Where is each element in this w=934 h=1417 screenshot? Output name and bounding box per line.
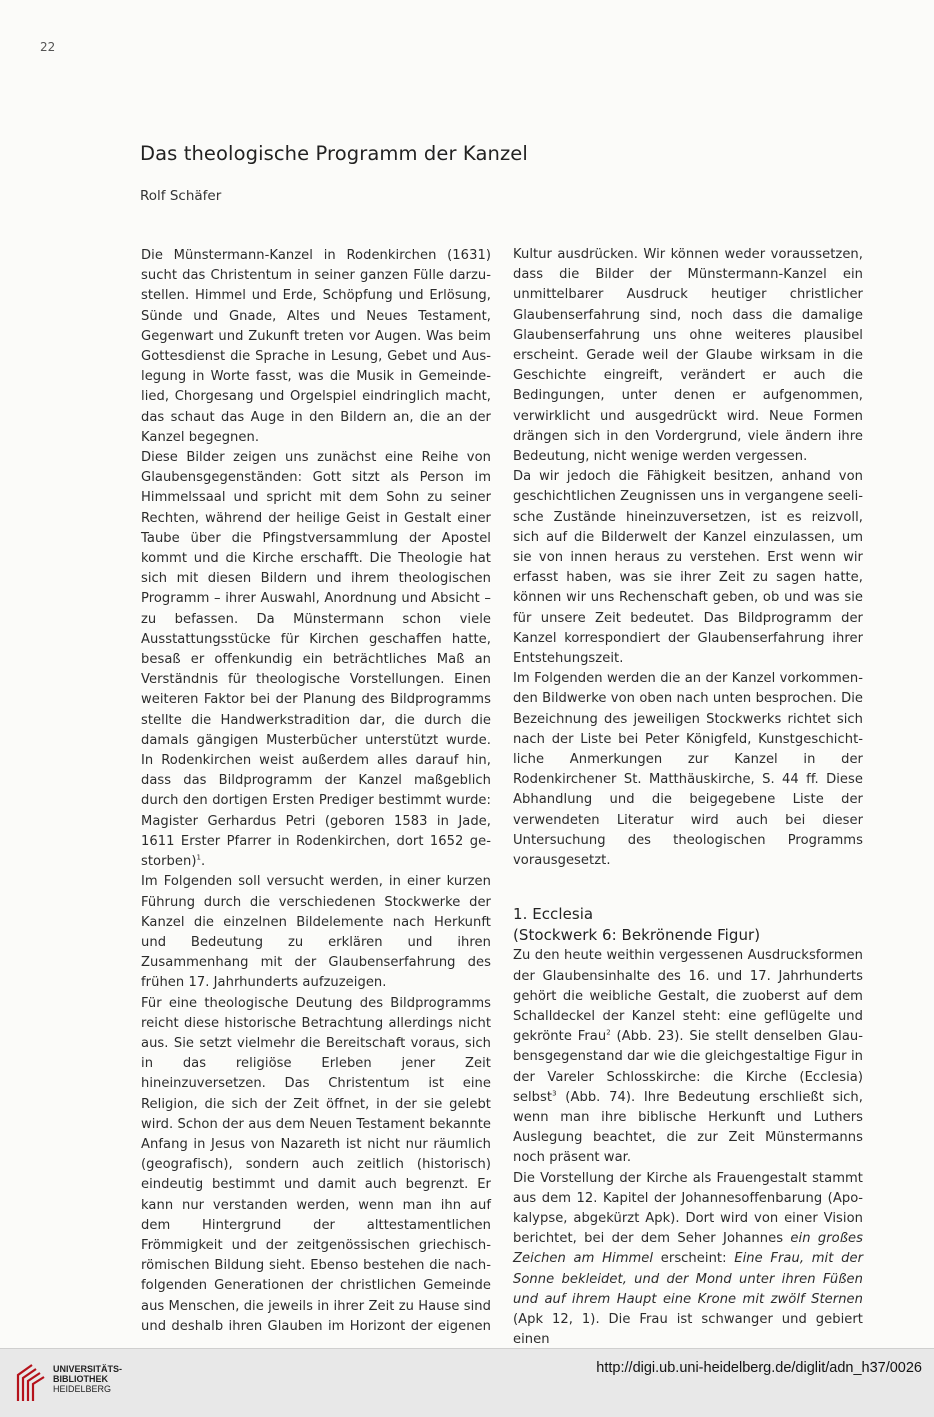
viewer-footer <box>0 1348 934 1417</box>
paragraph: Im Folgenden werden die an der Kanzel vorkommenden Bildwerke von oben nach unten besprochen. Die Bezeichnung des jeweiligen Stockwerks richtet sich nach der Liste bei Peter Königfeld, Kunstgeschichtliche Anmerkungen zur Kanzel in der Rodenkirchener St. Matthäuskirche, S. 44 ff. Diese Abhandlung und die beigegebene Liste der verwendeten Literatur wird auch bei dieser Untersuchung des theologischen Programms vorausgesetzt. <box>513 671 863 869</box>
page-number: 22 <box>40 40 56 54</box>
paragraph-text: (Apk 12, 1). Die Frau ist schwanger und gebiert einen <box>513 1311 863 1348</box>
paragraph <box>513 1169 863 1351</box>
section-heading <box>513 904 863 946</box>
paragraph <box>141 448 491 872</box>
section-heading-title: 1. Ecclesia <box>513 905 594 924</box>
paragraph-text: (Abb. 23). Sie stellt denselben Glaubensgegenstand dar wie die gleichgestaltige Figur in der Vareler Schlosskirche: die Kirche (Ecclesia) selbst <box>513 1029 863 1105</box>
paragraph-text: Die Vorstellung der Kirche als Frauengestalt stammt aus dem 12. Kapitel der Johannesoffenbarung (Apokalypse, abgekürzt Apk). Dort wird von einer Vision berichtet, bei der dem Seher Johannes <box>513 1170 863 1247</box>
footnote-ref[interactable]: 3 <box>552 1089 557 1098</box>
paragraph: Für eine theologische Deutung des Bildprogramms reicht diese historische Betrachtung allerdings nicht aus. Sie setzt vielmehr die Bereitschaft voraus, sich in das religiöse Erleben jener Zeit hineinzuversetzen. Das Christentum ist eine Religion, die sich der Zeit öffnet, in der sie gelebt wird. Schon der aus dem Neuen Testament bekannte Anfang in Jesus von Nazareth ist nicht nur räumlich (geografisch), sondern auch zeitlich (historisch) eindeutig bestimmt und damit auch begrenzt. Er kann nur verstanden werden, wenn man ihn auf dem Hintergrund der alttestamentlichen Frömmigkeit und der zeitgenössischen griechisch-römischen Bildung sieht. Ebenso bestehen die nachfolgenden Generationen der christlichen Gemeinde aus Menschen, die jeweils in ihrer Zeit zu Hause sind und deshalb ihren Glauben im Horizont der eigenen <box>141 995 491 1334</box>
paragraph-text-end: . <box>201 854 206 870</box>
paragraph: Da wir jedoch die Fähigkeit besitzen, anhand von geschichtlichen Zeugnissen uns in vergangene seelische Zustände hineinzuversetzen, ist es reizvoll, sich auf die Bilderwelt der Kanzel einzulassen, um sie von innen heraus zu verstehen. Erst wenn wir erfasst haben, was sie ihrer Zeit zu sagen hatte, können wir uns Rechenschaft geben, ob und was sie für unsere Zeit bedeutet. Das Bildprogramm der Kanzel korrespondiert der Glaubenserfahrung ihrer Entstehungszeit. <box>513 469 863 667</box>
paragraph-text: (Abb. 74). Ihre Bedeutung erschließt sich, wenn man ihre biblische Herkunft und Luthers Auslegung beachtet, die zur Zeit Münstermanns noch präsent war. <box>513 1089 863 1166</box>
paragraph <box>513 946 863 1168</box>
library-logo-text[interactable] <box>53 1364 122 1394</box>
library-logo-icon[interactable] <box>14 1363 46 1403</box>
paragraph-text: Diese Bilder zeigen uns zunächst eine Reihe von Glaubensgegenständen: Gott sitzt als Person im Himmelssaal und spricht mit dem Sohn zu seiner Rechten, während der heilige Geist in Gestalt einer Taube über die Pfingstversammlung der Apostel kommt und die Kirche erschafft. Die Theologie hat sich mit diesen Bildern und ihrem theologischen Programm – ihrer Auswahl, Anordnung und Absicht – zu befassen. Da Münstermann schon viele Ausstattungsstücke für Kirchen geschaffen hatte, besaß er offenkundig ein beträchtliches Maß an Verständnis für theologische Vorstellungen. Einen weiteren Faktor bei der Planung des Bildprogramms stellte die Handwerkstradition dar, die durch die damals gängigen Musterbücher unterstützt wurde. In Rodenkirchen weist außerdem alles darauf hin, dass das Bildprogramm der Kanzel maßgeblich durch den dortigen Ersten Prediger bestimmt wurde: Magister Gerhardus Petri (geboren 1583 in Jade, 1611 Erster Pfarrer in Rodenkirchen, dort 1652 gestorben) <box>141 450 491 870</box>
footnote-ref[interactable]: 2 <box>606 1028 611 1037</box>
paragraph-text: erscheint: <box>653 1251 735 1267</box>
right-column <box>513 245 863 1350</box>
permalink-url[interactable]: http://digi.ub.uni-heidelberg.de/diglit/adn_h37/0026 <box>596 1360 922 1376</box>
quote-text: Eine Frau, mit der Sonne bekleidet, und der Mond unter ihren Füßen und auf ihrem Haupt eine Krone mit zwölf Sternen <box>513 1251 863 1307</box>
footnote-ref[interactable]: 1 <box>196 853 202 862</box>
section-heading-subtitle: (Stockwerk 6: Bekrönende Figur) <box>513 926 761 945</box>
article-title: Das theologische Programm der Kanzel <box>140 142 528 165</box>
logo-line: BIBLIOTHEK <box>53 1374 108 1384</box>
logo-line: UNIVERSITÄTS- <box>53 1364 123 1374</box>
paragraph: Kultur ausdrücken. Wir können weder voraussetzen, dass die Bilder der Münstermann-Kanzel ein unmittelbarer Ausdruck heutiger christlicher Glaubenserfahrung sind, noch dass die damalige Glaubenserfahrung uns ohne weiteres plausibel erscheint. Gerade weil der Glaube wirksam in die Geschichte eingreift, verändert er auch die Bedingungen, unter denen er aufgenommen, verwirklicht und ausgedrückt wird. Neue Formen drängen sich in den Vordergrund, viele ändern ihre Bedeutung, nicht wenige werden vergessen. <box>513 247 863 465</box>
left-column <box>141 246 491 1337</box>
paragraph: Im Folgenden soll versucht werden, in einer kurzen Führung durch die verschiedenen Stockwerke der Kanzel die einzelnen Bildelemente nach Herkunft und Bedeutung zu erklären und ihren Zusammenhang mit der Glaubenserfahrung des frühen 17. Jahrhunderts aufzuzeigen. <box>141 874 491 991</box>
logo-line: HEIDELBERG <box>53 1384 112 1394</box>
paragraph: Die Münstermann-Kanzel in Rodenkirchen (1631) sucht das Christentum in seiner ganzen Fülle darzustellen. Himmel und Erde, Schöpfung und Erlösung, Sünde und Gnade, Altes und Neues Testament, Gegenwart und Zukunft treten vor Augen. Was beim Gottesdienst die Sprache in Lesung, Gebet und Auslegung in Worte fasst, was die Musik in Gemeindelied, Chorgesang und Orgelspiel eindringlich macht, das schaut das Auge in den Bildern an, die an der Kanzel begegnen. <box>141 248 491 445</box>
paragraph-text: Zu den heute weithin vergessenen Ausdrucksformen der Glaubensinhalte des 16. und 17. Jahrhunderts gehört die weibliche Gestalt, die zuoberst auf dem Schalldeckel der Kanzel steht: eine geflügelte und gekrönte Frau <box>513 948 863 1045</box>
quote-text: ein großes Zeichen am Himmel <box>513 1231 863 1267</box>
article-author: Rolf Schäfer <box>140 188 222 204</box>
